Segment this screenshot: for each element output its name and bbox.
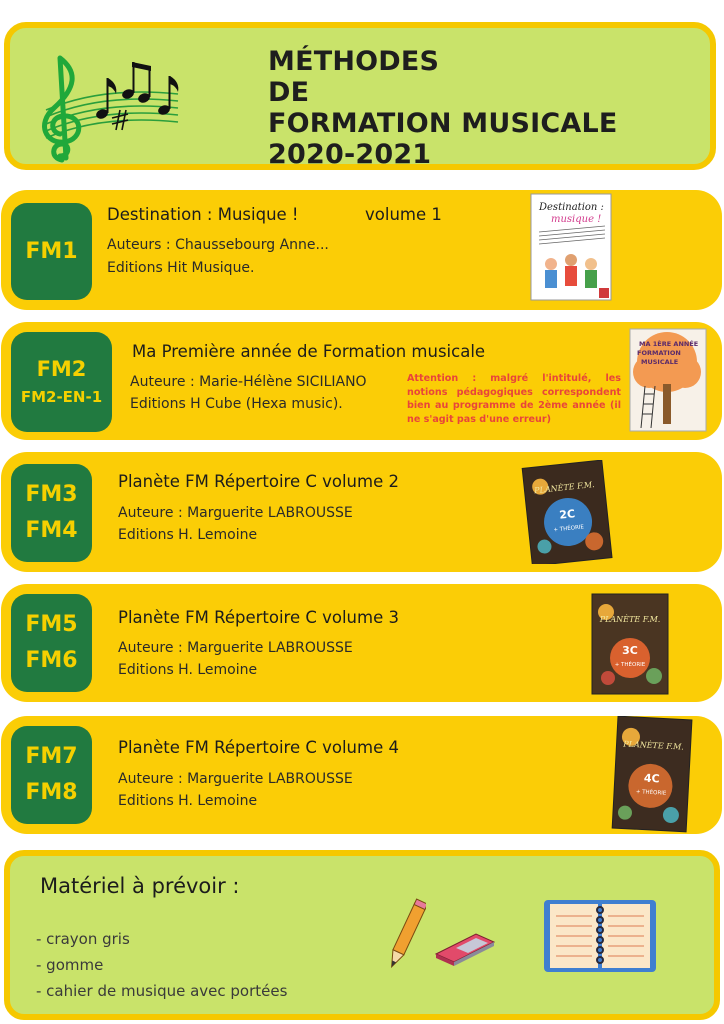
book-cover-image — [521, 460, 613, 564]
course-card-fm3-fm4 — [1, 452, 722, 572]
eraser-icon — [430, 926, 500, 966]
level-badge — [11, 464, 92, 562]
book-publisher: Editions H. Lemoine — [118, 793, 258, 809]
materials-list — [36, 926, 287, 1004]
svg-text:3C: 3C — [622, 644, 638, 657]
level-label: FM4 — [25, 518, 78, 543]
book-cover-image — [629, 328, 707, 432]
course-card-fm7-fm8 — [1, 716, 722, 834]
list-item: - gomme — [36, 956, 104, 974]
svg-text:4C: 4C — [643, 771, 661, 786]
course-card-fm5-fm6 — [1, 584, 722, 702]
book-publisher: Editions H Cube (Hexa music). — [130, 396, 343, 412]
book-cover-image — [590, 592, 670, 696]
materials-title: Matériel à prévoir : — [40, 874, 240, 898]
book-title: Ma Première année de Formation musicale — [132, 342, 486, 361]
book-title: Planète FM Répertoire C volume 3 — [118, 608, 399, 627]
svg-text:Destination :: Destination : — [539, 202, 604, 213]
list-item: - crayon gris — [36, 930, 130, 948]
music-notes-icon — [32, 48, 182, 166]
level-label: FM2-EN-1 — [20, 388, 103, 406]
book-title: Planète FM Répertoire C volume 2 — [118, 472, 399, 491]
warning-note: Attention : malgré l'intitulé, les notions pédagogiques correspondent bien au programme de 2ème année (il ne s'agit pas d'une erreur) — [407, 373, 621, 425]
level-label: FM3 — [25, 482, 78, 507]
level-badge — [11, 594, 92, 692]
svg-text:PLANÈTE F.M.: PLANÈTE F.M. — [599, 615, 661, 624]
level-label: FM7 — [25, 744, 78, 769]
book-publisher: Editions H. Lemoine — [118, 527, 258, 543]
list-item: - cahier de musique avec portées — [36, 982, 288, 1000]
svg-text:musique !: musique ! — [551, 214, 602, 225]
book-title: Destination : Musique ! — [107, 205, 299, 224]
title-line: DE — [268, 77, 310, 108]
svg-text:+ THÉORIE: + THÉORIE — [614, 662, 646, 668]
book-author: Auteure : Marguerite LABROUSSE — [118, 505, 353, 521]
page-title — [268, 46, 618, 170]
title-line: 2020-2021 — [268, 139, 432, 170]
book-volume: volume 1 — [365, 205, 442, 224]
level-label: FM1 — [25, 239, 78, 264]
svg-text:2C: 2C — [558, 507, 576, 522]
book-publisher: Editions Hit Musique. — [107, 260, 255, 276]
svg-text:+ THÉORIE: + THÉORIE — [635, 789, 667, 797]
book-author: Auteure : Marie-Hélène SICILIANO — [130, 374, 367, 390]
course-card-fm2 — [1, 322, 722, 440]
notebook-icon — [542, 896, 658, 976]
title-line: MÉTHODES — [268, 46, 440, 77]
book-author: Auteure : Marguerite LABROUSSE — [118, 771, 353, 787]
book-title: Planète FM Répertoire C volume 4 — [118, 738, 399, 757]
svg-text:MUSICALE: MUSICALE — [641, 358, 679, 366]
svg-text:FORMATION: FORMATION — [637, 349, 681, 357]
level-label: FM5 — [25, 612, 78, 637]
level-badge — [11, 726, 92, 824]
level-label: FM6 — [25, 648, 78, 673]
book-author: Auteure : Marguerite LABROUSSE — [118, 640, 353, 656]
materials-panel — [4, 850, 720, 1020]
level-label: FM2 — [36, 357, 87, 381]
level-badge — [11, 203, 92, 300]
svg-text:MA 1ÈRE ANNÉE: MA 1ÈRE ANNÉE — [639, 340, 699, 348]
level-badge — [11, 332, 112, 432]
book-publisher: Editions H. Lemoine — [118, 662, 258, 678]
book-cover-image — [529, 192, 613, 302]
title-line: FORMATION MUSICALE — [268, 108, 618, 139]
book-cover-image — [611, 716, 693, 834]
book-author: Auteurs : Chaussebourg Anne... — [107, 237, 329, 253]
svg-text:PLANÈTE F.M.: PLANÈTE F.M. — [533, 479, 596, 496]
level-label: FM8 — [25, 780, 78, 805]
svg-text:+ THÉORIE: + THÉORIE — [553, 524, 585, 534]
pencil-icon — [386, 896, 426, 976]
course-card-fm1 — [1, 190, 722, 310]
svg-text:PLANÈTE F.M.: PLANÈTE F.M. — [623, 739, 685, 752]
header-banner — [4, 22, 716, 170]
